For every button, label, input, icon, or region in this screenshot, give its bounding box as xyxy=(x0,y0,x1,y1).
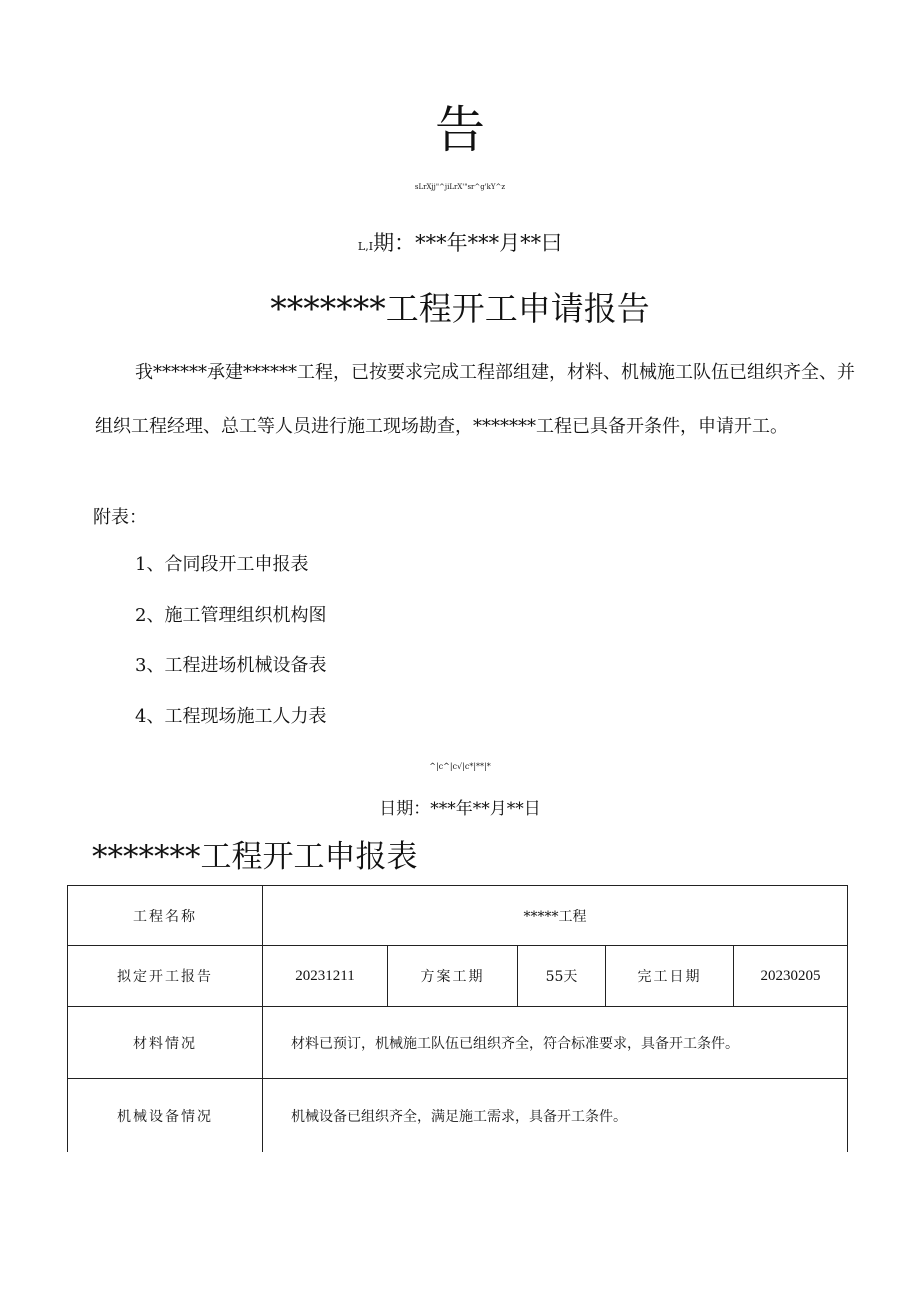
materials-label: 材料情况 xyxy=(68,1007,263,1079)
planned-start-value: 20231211 xyxy=(263,946,388,1007)
table-row xyxy=(68,946,848,1007)
completion-date-label: 完工日期 xyxy=(606,946,734,1007)
planned-start-label: 拟定开工报告 xyxy=(68,946,263,1007)
project-name-label: 工程名称 xyxy=(68,886,263,946)
garbled-signature: ^|c^|c√|c*|**|* xyxy=(429,762,491,771)
equipment-label: 机械设备情况 xyxy=(68,1079,263,1153)
start-application-table xyxy=(67,885,848,1152)
completion-date-value: 20230205 xyxy=(734,946,848,1007)
equipment-value: 机械设备已组织齐全，满足施工需求，具备开工条件。 xyxy=(263,1079,848,1153)
table-row xyxy=(68,886,848,946)
scheme-period-label: 方案工期 xyxy=(388,946,518,1007)
header-date-text: 期：***年***月**曰 xyxy=(373,231,563,255)
attachment-item: 3、工程进场机械设备表 xyxy=(135,655,327,676)
header-date-prefix: L,I xyxy=(357,240,374,253)
garbled-text-line: sLrXjj"^jiLrX'"sr^g'kY^z xyxy=(414,183,506,191)
form-title: *******工程开工申报表 xyxy=(92,839,418,875)
materials-value: 材料已预订，机械施工队伍已组织齐全，符合标准要求，具备开工条件。 xyxy=(263,1007,848,1079)
table-row xyxy=(68,1079,848,1153)
attachments-list xyxy=(135,547,326,749)
report-body-paragraph: 我******承建******工程，已按要求完成工程部组建，材料、机械施工队伍已组织齐全、并组织工程经理、总工等人员进行施工现场勘查，*******工程已具备开条件，申请开工。 xyxy=(95,362,855,437)
attachment-item: 1、合同段开工申报表 xyxy=(135,554,309,575)
report-title: *******工程开工申请报告 xyxy=(270,289,650,328)
report-date: 日期：***年**月**日 xyxy=(379,799,541,819)
attachment-item: 4、工程现场施工人力表 xyxy=(135,705,327,727)
header-large-character: 告 xyxy=(435,101,485,159)
table-row xyxy=(68,1007,848,1079)
project-name-value: *****工程 xyxy=(263,886,848,946)
scheme-period-value: 55天 xyxy=(518,946,606,1007)
attachment-item: 2、施工管理组织机构图 xyxy=(135,604,327,626)
header-date xyxy=(0,228,920,262)
attachments-label: 附表： xyxy=(93,507,147,528)
